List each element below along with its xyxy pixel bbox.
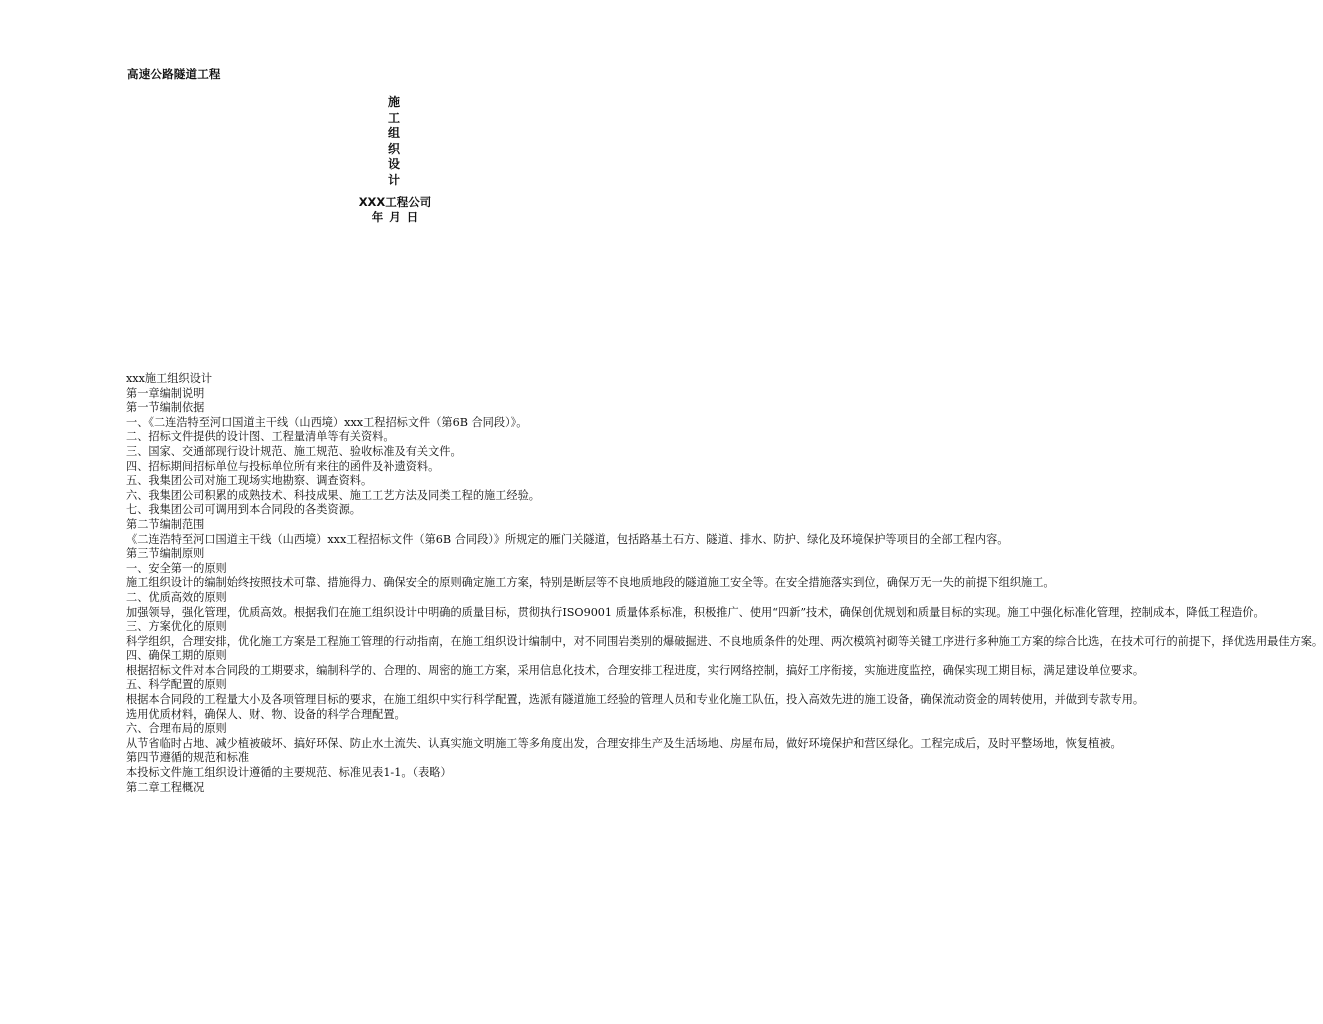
paragraph: 根据本合同段的工程量大小及各项管理目标的要求，在施工组织中实行科学配置，选派有隧道施工经验的管理人员和专业化施工队伍，投入高效先进的施工设备，确保流动资金的周转使用，并做到专款专用。 <box>126 693 1145 707</box>
paragraph: 科学组织，合理安排，优化施工方案是工程施工管理的行动指南，在施工组织设计编制中，对不同围岩类别的爆破掘进、不良地质条件的处理、两次模筑衬砌等关键工序进行多种施工方案的综合比选，在技术可行的前提下，择优选用最佳方案。 <box>126 634 1323 648</box>
list-item: 六、我集团公司积累的成熟技术、科技成果、施工工艺方法及同类工程的施工经验。 <box>126 488 540 502</box>
list-item: 三、国家、交通部现行设计规范、施工规范、验收标准及有关文件。 <box>126 444 462 458</box>
list-item: 七、我集团公司可调用到本合同段的各类资源。 <box>126 503 361 517</box>
principle-heading: 五、科学配置的原则 <box>126 678 227 692</box>
section-heading: 第二节编制范围 <box>126 517 205 531</box>
document-body <box>97 372 1323 795</box>
paragraph: 加强领导，强化管理，优质高效。根据我们在施工组织设计中明确的质量目标，贯彻执行ISO9001 质量体系标准，积极推广、使用“四新”技术，确保创优规划和质量目标的实现。施工中强化标准化管理，控制成本，降低工程造价。 <box>126 605 1265 619</box>
cover-title-char: 施 <box>387 95 400 109</box>
chapter-heading: 第一章编制说明 <box>126 386 205 400</box>
paragraph: 《二连浩特至河口国道主干线（山西境）xxx工程招标文件（第6B 合同段）》所规定的雁门关隧道，包括路基土石方、隧道、排水、防护、绿化及环境保护等项目的全部工程内容。 <box>126 532 1009 546</box>
paragraph: 施工组织设计的编制始终按照技术可靠、措施得力、确保安全的原则确定施工方案，特别是断层等不良地质地段的隧道施工安全等。在安全措施落实到位，确保万无一失的前提下组织施工。 <box>126 576 1055 590</box>
cover-title-char: 工 <box>387 110 400 125</box>
list-item: 一、《二连浩特至河口国道主干线（山西境）xxx工程招标文件（第6B 合同段）》。 <box>126 415 528 429</box>
paragraph: 选用优质材料，确保人、财、物、设备的科学合理配置。 <box>126 707 406 721</box>
cover-date: 年 月 日 <box>371 210 419 224</box>
principle-heading: 六、合理布局的原则 <box>126 722 227 736</box>
paragraph: 本投标文件施工组织设计遵循的主要规范、标准见表1-1。（表略） <box>126 766 452 780</box>
cover-title <box>386 95 402 188</box>
paragraph: 根据招标文件对本合同段的工期要求，编制科学的、合理的、周密的施工方案，采用信息化技术，合理安排工程进度，实行网络控制，搞好工序衔接，实施进度监控，确保实现工期目标，满足建设单位要求。 <box>126 663 1145 677</box>
company-name: XXX工程公司 <box>358 195 432 209</box>
principle-heading: 四、确保工期的原则 <box>126 649 227 663</box>
section-heading: 第三节编制原则 <box>126 547 205 561</box>
list-item: 二、招标文件提供的设计图、工程量清单等有关资料。 <box>126 430 395 444</box>
principle-heading: 三、方案优化的原则 <box>126 620 227 634</box>
cover-title-char: 计 <box>387 172 400 187</box>
list-item: 五、我集团公司对施工现场实地勘察、调查资料。 <box>126 474 373 488</box>
cover-title-char: 组 <box>387 126 400 140</box>
section-heading: 第四节遵循的规范和标准 <box>126 751 250 765</box>
principle-heading: 二、优质高效的原则 <box>126 590 227 604</box>
section-heading: 第一节编制依据 <box>126 401 205 415</box>
list-item: 四、招标期间招标单位与投标单位所有来往的函件及补遗资料。 <box>126 459 440 473</box>
cover-title-char: 织 <box>387 141 400 156</box>
chapter-heading: 第二章工程概况 <box>126 780 205 794</box>
cover-title-char: 设 <box>387 157 400 171</box>
paragraph: 从节省临时占地、减少植被破坏、搞好环保、防止水土流失、认真实施文明施工等多角度出发，合理安排生产及生活场地、房屋布局，做好环境保护和营区绿化。工程完成后，及时平整场地，恢复植被。 <box>126 736 1122 750</box>
principle-heading: 一、安全第一的原则 <box>126 561 227 575</box>
header-title: 高速公路隧道工程 <box>127 67 221 81</box>
doc-title: xxx施工组织设计 <box>126 372 213 385</box>
